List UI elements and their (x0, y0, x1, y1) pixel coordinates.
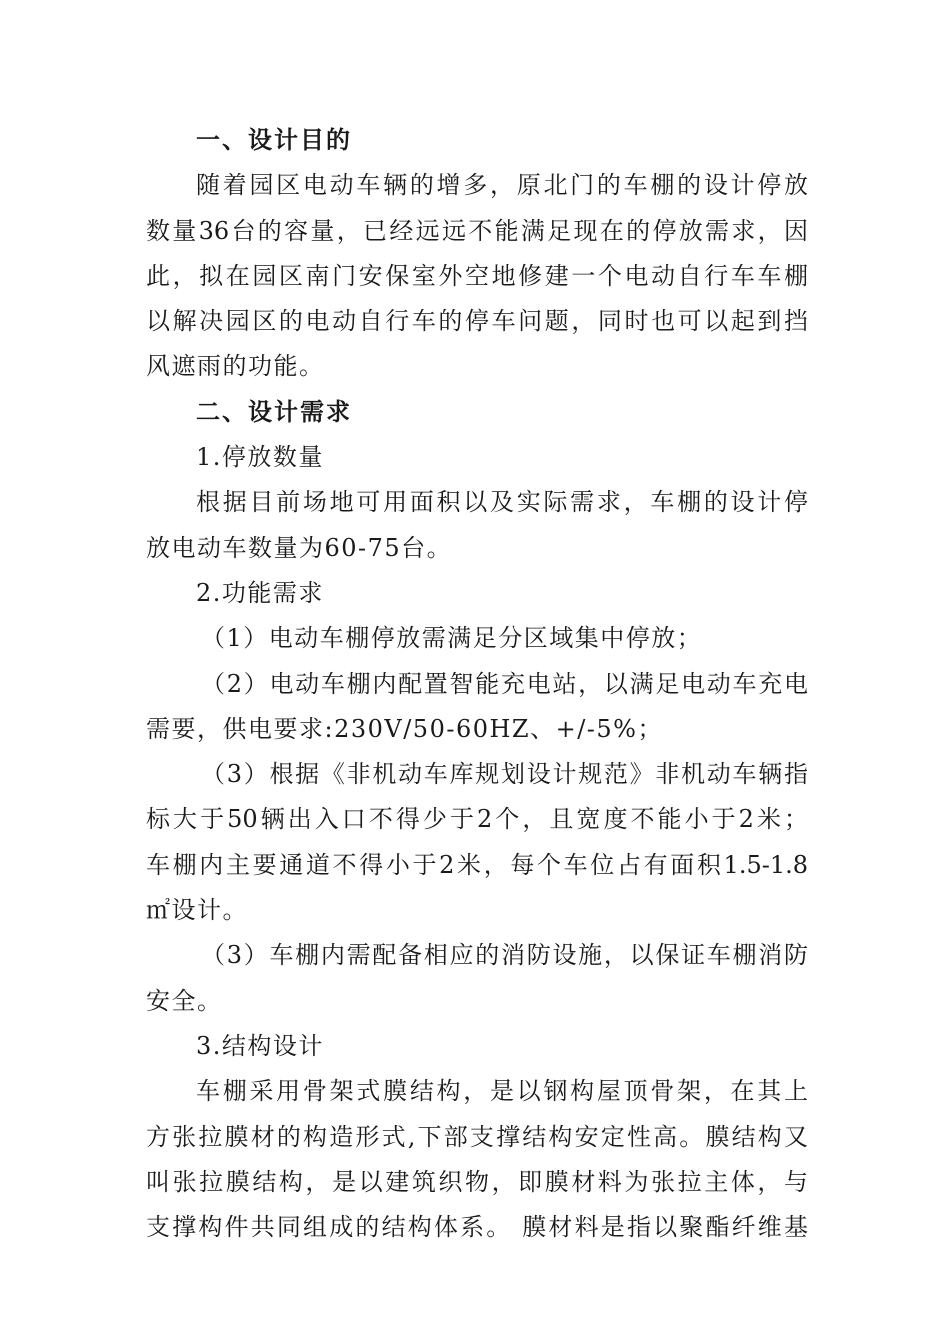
paragraph-line: 车棚采用骨架式膜结构，是以钢构屋顶骨架，在其上 (196, 1077, 808, 1106)
paragraph-line: 方张拉膜材的构造形式,下部支撑结构安定性高。膜结构又 (146, 1122, 808, 1151)
paragraph-line: 风遮雨的功能。 (146, 352, 325, 381)
paragraph-line: 叫张拉膜结构，是以建筑织物，即膜材料为张拉主体，与 (146, 1167, 808, 1196)
paragraph-line: 支撑构件共同组成的结构体系。 膜材料是指以聚酯纤维基 (146, 1213, 808, 1242)
list-item-line: ㎡设计。 (146, 896, 248, 925)
document-page (146, 118, 808, 1250)
list-item-line: （2）电动车棚内配置智能充电站，以满足电动车充电 (201, 669, 808, 698)
list-item-line: 标大于50辆出入口不得少于2个，且宽度不能小于2米； (146, 805, 808, 834)
list-item-line: （3）车棚内需配备相应的消防设施，以保证车棚消防 (201, 941, 808, 970)
subheading-functional-requirements: 2.功能需求 (196, 578, 324, 607)
list-item-line: 车棚内主要通道不得小于2米，每个车位占有面积1.5-1.8 (146, 850, 808, 879)
list-item-line: （1）电动车棚停放需满足分区域集中停放； (201, 624, 703, 653)
section-heading-design-requirements: 二、设计需求 (196, 397, 352, 426)
list-item-line: 需要，供电要求:230V/50-60HZ、+/-5%； (146, 714, 663, 743)
section-heading-design-purpose: 一、设计目的 (196, 126, 352, 154)
paragraph-line: 此，拟在园区南门安保室外空地修建一个电动自行车车棚 (146, 261, 808, 290)
list-item-line: 安全。 (146, 986, 223, 1015)
subheading-parking-quantity: 1.停放数量 (196, 443, 324, 472)
paragraph-line: 数量36台的容量，已经远远不能满足现在的停放需求，因 (146, 216, 808, 245)
paragraph-line: 以解决园区的电动自行车的停车问题，同时也可以起到挡 (146, 307, 808, 336)
paragraph-line: 放电动车数量为60-75台。 (146, 533, 453, 562)
paragraph-line: 根据目前场地可用面积以及实际需求，车棚的设计停 (196, 488, 808, 517)
list-item-line: （3）根据《非机动车库规划设计规范》非机动车辆指 (201, 760, 808, 789)
subheading-structural-design: 3.结构设计 (196, 1031, 324, 1060)
paragraph-line: 随着园区电动车辆的增多，原北门的车棚的设计停放 (196, 171, 808, 200)
